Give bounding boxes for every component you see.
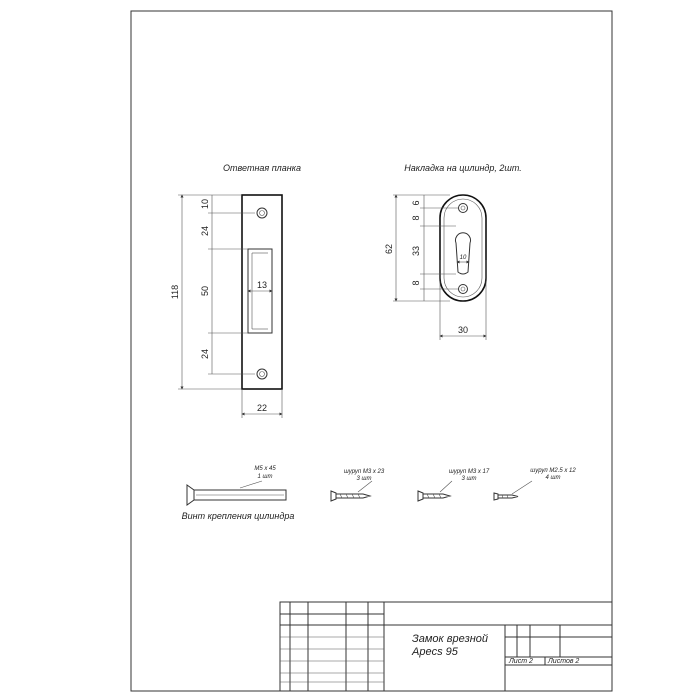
bolt-qty: 1 шт xyxy=(257,474,273,480)
screw-m2-5x12 xyxy=(494,468,576,500)
sheet-count: Листов 2 xyxy=(548,658,580,665)
title-name-line1: Замок врезной xyxy=(412,633,489,645)
dim-total: 118 xyxy=(170,284,180,300)
screw2-qty: 3 шт xyxy=(461,476,477,482)
strike-plate xyxy=(170,163,301,418)
screw-hole-top xyxy=(257,208,267,218)
title-block xyxy=(280,602,612,691)
dim-slot: 50 xyxy=(200,285,210,297)
screw3-qty: 4 шт xyxy=(545,475,561,481)
escutcheon-hole-bottom xyxy=(459,285,468,294)
escutcheon-body xyxy=(440,195,486,301)
cylinder-bolt xyxy=(182,466,295,521)
strike-plate-caption: Ответная планка xyxy=(223,163,301,173)
dim-a: 6 xyxy=(411,200,421,206)
screw-hole-bottom xyxy=(257,369,267,379)
title-name-line2: Apecs 95 xyxy=(412,646,458,658)
screw1-qty: 3 шт xyxy=(356,476,372,482)
dim-lower: 24 xyxy=(200,348,210,360)
screw-m3x23 xyxy=(331,469,385,501)
dim-total-62: 62 xyxy=(384,243,394,255)
dim-c: 33 xyxy=(411,245,421,257)
bolt-caption: Винт крепления цилиндра xyxy=(181,511,295,521)
escutcheon-caption: Накладка на цилиндр, 2шт. xyxy=(404,163,522,173)
screw-m3x17 xyxy=(418,469,490,501)
dim-inner: 10 xyxy=(459,255,467,261)
dim-width: 22 xyxy=(256,403,268,413)
screw1-spec: шуруп М3 x 23 xyxy=(343,469,385,475)
escutcheon-hole-top xyxy=(459,204,468,213)
dim-top: 10 xyxy=(200,198,210,210)
bolt-spec: M5 x 45 xyxy=(254,466,276,472)
dim-d: 8 xyxy=(411,280,421,286)
dim-width-30: 30 xyxy=(457,325,469,335)
dim-upper: 24 xyxy=(200,225,210,237)
dim-slot-width: 13 xyxy=(256,280,268,290)
cylinder-escutcheon xyxy=(384,163,522,340)
screw3-spec: шуруп М2.5 x 12 xyxy=(530,468,576,474)
fasteners xyxy=(182,466,577,521)
dim-b: 8 xyxy=(411,215,421,221)
sheet-number: Лист 2 xyxy=(509,658,533,665)
keyhole-outline xyxy=(456,233,471,274)
screw2-spec: шуруп М3 x 17 xyxy=(448,469,490,475)
